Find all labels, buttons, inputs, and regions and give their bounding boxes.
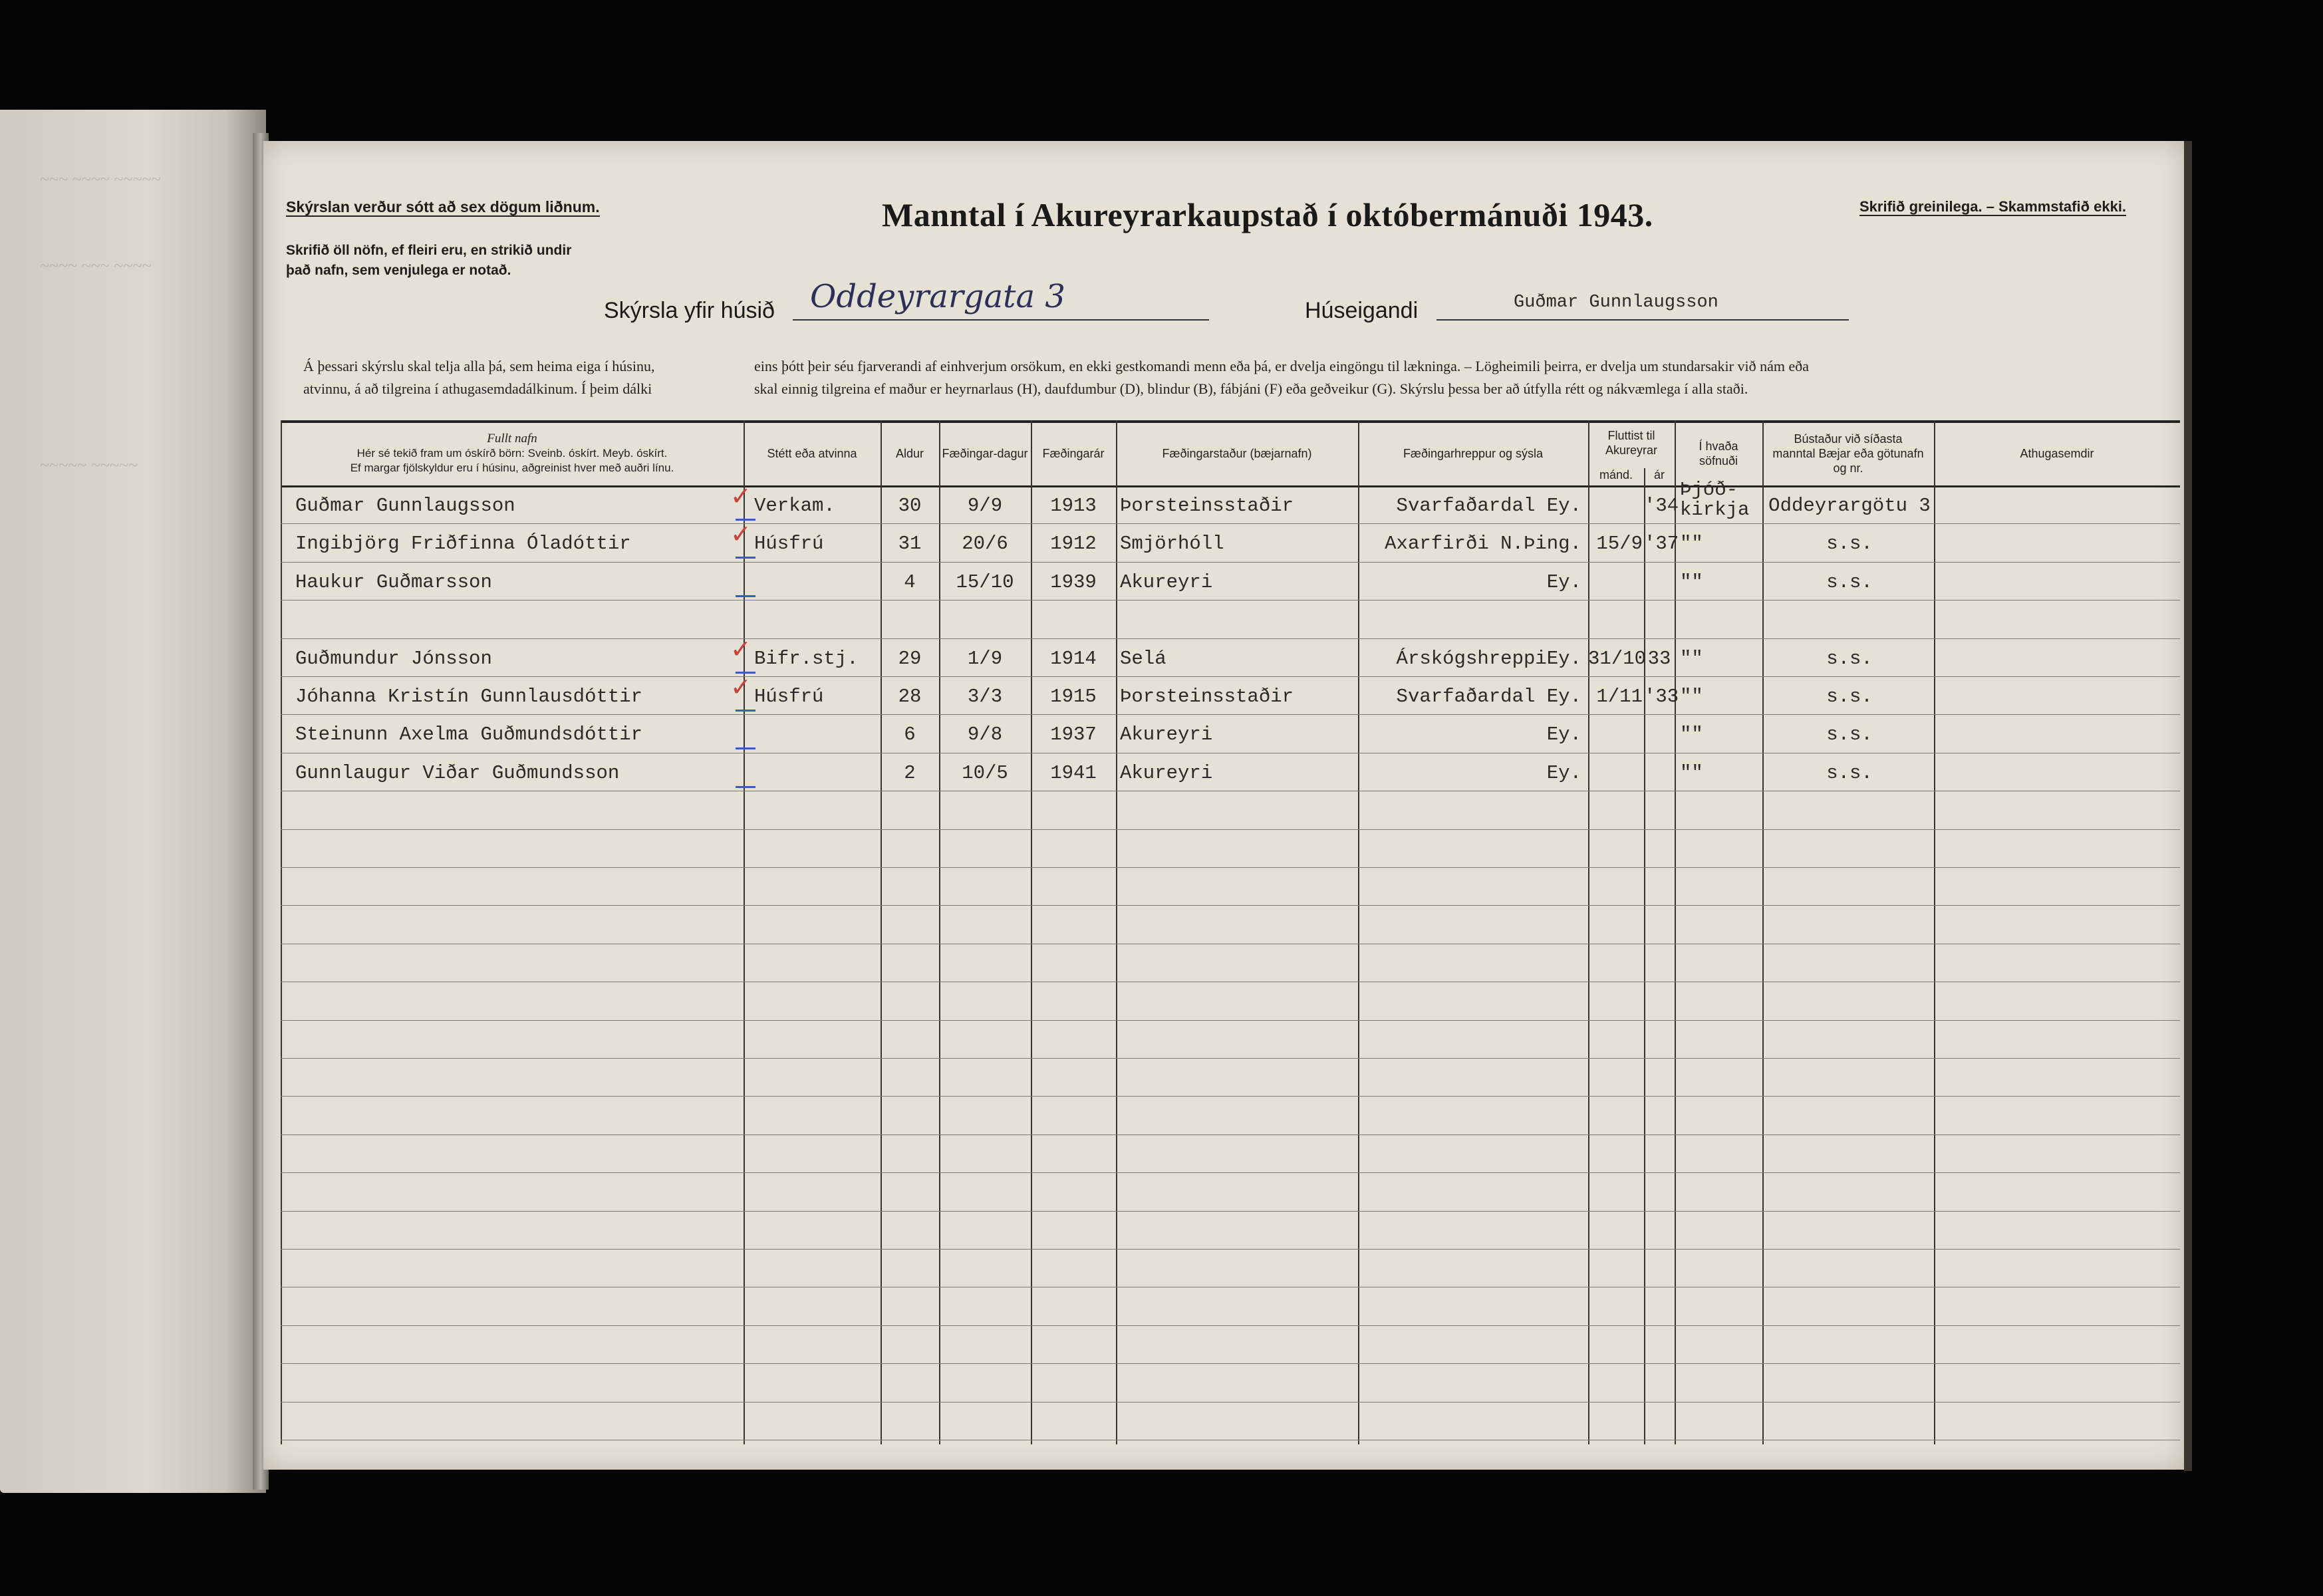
cell-prev-residence: s.s.	[1826, 571, 1873, 593]
cell-church: ""	[1680, 571, 1703, 593]
cell-birthday: 9/8	[967, 724, 1003, 746]
cell-birthplace: Þorsteinsstaðir	[1120, 495, 1294, 517]
cell-birthplace: Akureyri	[1120, 761, 1213, 784]
header-moved-month: mánd.	[1599, 468, 1633, 481]
cell-moved-year: '34	[1644, 495, 1679, 517]
cell-church: Þjóð-kirkja	[1680, 479, 1750, 521]
cell-birthplace: Þorsteinsstaðir	[1120, 686, 1294, 708]
census-form-page	[263, 141, 2184, 1470]
cell-birthyear: 1913	[1050, 495, 1097, 517]
cell-age: 2	[904, 761, 916, 784]
cell-birthday: 20/6	[962, 533, 1008, 555]
red-check-mark: ✓	[730, 481, 752, 511]
row-rule	[281, 562, 2180, 563]
col-divider	[1358, 420, 1359, 1444]
row-rule	[281, 1096, 2180, 1097]
cell-birthplace: Selá	[1120, 647, 1166, 670]
row-rule	[281, 714, 2180, 715]
left-page	[0, 110, 266, 1493]
cell-church: ""	[1680, 761, 1703, 784]
cell-prev-residence: s.s.	[1826, 724, 1873, 746]
header-moved: Fluttist til Akureyrar	[1605, 429, 1658, 457]
census-table	[281, 420, 2180, 1444]
cell-occupation: Bifr.stj.	[754, 647, 859, 670]
col-divider	[281, 420, 282, 1444]
names-note: Skrifið öll nöfn, ef fleiri eru, en strikið undir það nafn, sem venjulega er notað.	[286, 243, 572, 278]
col-divider	[744, 420, 745, 1444]
blue-tick-mark	[736, 747, 755, 749]
header-church: Í hvaða söfnuði	[1699, 440, 1738, 467]
cell-birthday: 3/3	[967, 686, 1003, 708]
cell-moved-month: 15/9	[1596, 533, 1643, 555]
header-remarks: Athugasemdir	[2020, 447, 2094, 460]
cell-occupation: Húsfrú	[754, 533, 824, 555]
write-clearly-note: Skrifið greinilega. – Skammstafið ekki.	[1859, 198, 2127, 215]
col-divider	[1588, 420, 1589, 1444]
cell-prev-residence: s.s.	[1826, 647, 1873, 670]
cell-birthday: 1/9	[967, 647, 1003, 670]
col-divider	[1762, 420, 1764, 1444]
cell-moved-month: 31/10	[1588, 647, 1647, 670]
cell-prev-residence: s.s.	[1826, 533, 1873, 555]
cell-birthyear: 1912	[1050, 533, 1097, 555]
row-rule	[281, 1363, 2180, 1364]
house-line	[793, 319, 1209, 321]
cell-occupation: Verkam.	[754, 495, 835, 517]
cell-name: Jóhanna Kristín Gunnlausdóttir	[295, 686, 643, 708]
row-rule	[281, 1058, 2180, 1059]
blue-tick-mark	[736, 786, 755, 788]
col-divider	[1031, 420, 1032, 1444]
col-divider	[1675, 420, 1676, 1444]
blue-tick-mark	[736, 557, 755, 559]
cell-birthyear: 1915	[1050, 686, 1097, 708]
cell-prev-residence: Oddeyrargötu 3	[1768, 495, 1931, 517]
blue-tick-mark	[736, 710, 755, 712]
header-name: Fullt nafn Hér sé tekið fram um óskírð börn: Sveinb. óskírt. Meyb. óskírt. Ef margar fjölskyldur eru í húsinu, aðgreinist hver með auðri línu.	[350, 432, 674, 474]
owner-value: Guðmar Gunnlaugsson	[1514, 293, 1718, 313]
cell-birthyear: 1941	[1050, 761, 1097, 784]
bleed-through-text: ~~~ ~~~~ ~~~~~	[40, 170, 161, 189]
row-rule	[281, 1249, 2180, 1250]
instruction-col2: eins þótt þeir séu fjarverandi af einhverjum orsökum, en ekki gestkomandi menn eða þá, er dvelja eingöngu til lækninga. – Lögheimili þeirra, er dvelja um stundarsakir við nám eða skal einnig tilgreina ef maður er heyrnarlaus (H), daufdumbur (D), blindur (B), fábjáni (F) eða geðveikur (G). Skýrslu þessa ber að útfylla rétt og nákvæmlega í alla staði.	[754, 358, 1809, 397]
cell-moved-month: 1/11	[1596, 686, 1643, 708]
cell-birthplace: Smjörhóll	[1120, 533, 1224, 555]
cell-birthday: 15/10	[956, 571, 1014, 593]
red-check-mark: ✓	[730, 672, 752, 702]
cell-parish: Ey.	[1546, 571, 1581, 593]
row-rule	[281, 523, 2180, 524]
row-rule	[281, 676, 2180, 677]
cell-occupation: Húsfrú	[754, 686, 824, 708]
instruction-col1: Á þessari skýrslu skal telja alla þá, sem heima eiga í húsinu, atvinnu, á að tilgreina í athugasemdadálkinum. Í þeim dálki	[303, 358, 655, 397]
cell-parish: ÁrskógshreppiEy.	[1396, 647, 1581, 670]
cell-prev-residence: s.s.	[1826, 761, 1873, 784]
cell-church: ""	[1680, 647, 1703, 670]
cell-moved-year: '33	[1644, 686, 1679, 708]
cell-age: 30	[898, 495, 922, 517]
col-divider	[1934, 420, 1935, 1444]
cell-birthday: 10/5	[962, 761, 1008, 784]
cell-name: Guðmar Gunnlaugsson	[295, 495, 515, 517]
form-title: Manntal í Akureyrarkaupstað í októbermánuði 1943.	[882, 196, 1653, 233]
house-label: Skýrsla yfir húsið	[604, 298, 775, 323]
header-parish: Fæðingarhreppur og sýsla	[1403, 447, 1544, 460]
cell-birthday: 9/9	[967, 495, 1003, 517]
red-check-mark: ✓	[730, 519, 752, 549]
cell-age: 4	[904, 571, 916, 593]
blue-tick-mark	[736, 595, 755, 597]
cell-birthyear: 1939	[1050, 571, 1097, 593]
owner-line	[1436, 319, 1849, 321]
header-birthyear: Fæðingarár	[1042, 447, 1105, 460]
cell-name: Guðmundur Jónsson	[295, 647, 492, 670]
cell-birthyear: 1937	[1050, 724, 1097, 746]
cell-birthplace: Akureyri	[1120, 571, 1213, 593]
row-rule	[281, 1134, 2180, 1135]
row-rule	[281, 638, 2180, 639]
cell-name: Haukur Guðmarsson	[295, 571, 492, 593]
cell-birthyear: 1914	[1050, 647, 1097, 670]
cell-church: ""	[1680, 686, 1703, 708]
row-rule	[281, 867, 2180, 868]
cell-parish: Svarfaðardal Ey.	[1396, 495, 1581, 517]
cell-age: 29	[898, 647, 922, 670]
cell-age: 31	[898, 533, 922, 555]
red-check-mark: ✓	[730, 634, 752, 664]
col-divider	[1116, 420, 1117, 1444]
row-rule	[281, 1172, 2180, 1173]
row-rule	[281, 1325, 2180, 1326]
cell-prev-residence: s.s.	[1826, 686, 1873, 708]
cell-parish: Svarfaðardal Ey.	[1396, 686, 1581, 708]
cell-parish: Axarfirði N.Þing.	[1385, 533, 1581, 555]
bleed-through-text: ~~~~ ~~~ ~~~~	[40, 256, 152, 275]
house-value: Oddeyrargata 3	[810, 278, 1065, 315]
cell-age: 6	[904, 724, 916, 746]
cell-church: ""	[1680, 724, 1703, 746]
header-birthday: Fæðingar-dagur	[942, 447, 1028, 460]
cell-name: Gunnlaugur Viðar Guðmundsson	[295, 761, 620, 784]
row-rule	[281, 829, 2180, 830]
row-rule	[281, 1211, 2180, 1212]
cell-birthplace: Akureyri	[1120, 724, 1213, 746]
col-divider	[881, 420, 882, 1444]
row-rule	[281, 905, 2180, 906]
bleed-through-text: ~~~~~ ~~~~~	[40, 456, 138, 475]
header-moved-year: ár	[1653, 468, 1665, 481]
table-header-rule	[281, 485, 2180, 487]
row-rule	[281, 1020, 2180, 1021]
cell-parish: Ey.	[1546, 724, 1581, 746]
header-birthplace: Fæðingarstaður (bæjarnafn)	[1162, 447, 1312, 460]
cell-moved-year: 33	[1647, 647, 1671, 670]
header-occupation: Stétt eða atvinna	[767, 447, 857, 460]
col-divider	[1644, 468, 1645, 1444]
cell-name: Steinunn Axelma Guðmundsdóttir	[295, 724, 643, 746]
cell-moved-year: '37	[1644, 533, 1679, 555]
header-prev-residence: Bústaður við síðasta manntal Bæjar eða götunafn og nr.	[1772, 432, 1924, 475]
cell-name: Ingibjörg Friðfinna Óladóttir	[295, 533, 631, 555]
page-edge	[2184, 141, 2192, 1471]
cell-church: ""	[1680, 533, 1703, 555]
owner-label: Húseigandi	[1305, 298, 1419, 323]
header-age: Aldur	[895, 447, 924, 460]
pickup-note: Skýrslan verður sótt að sex dögum liðnum.	[286, 198, 600, 215]
col-divider	[939, 420, 940, 1444]
cell-parish: Ey.	[1546, 761, 1581, 784]
cell-age: 28	[898, 686, 922, 708]
